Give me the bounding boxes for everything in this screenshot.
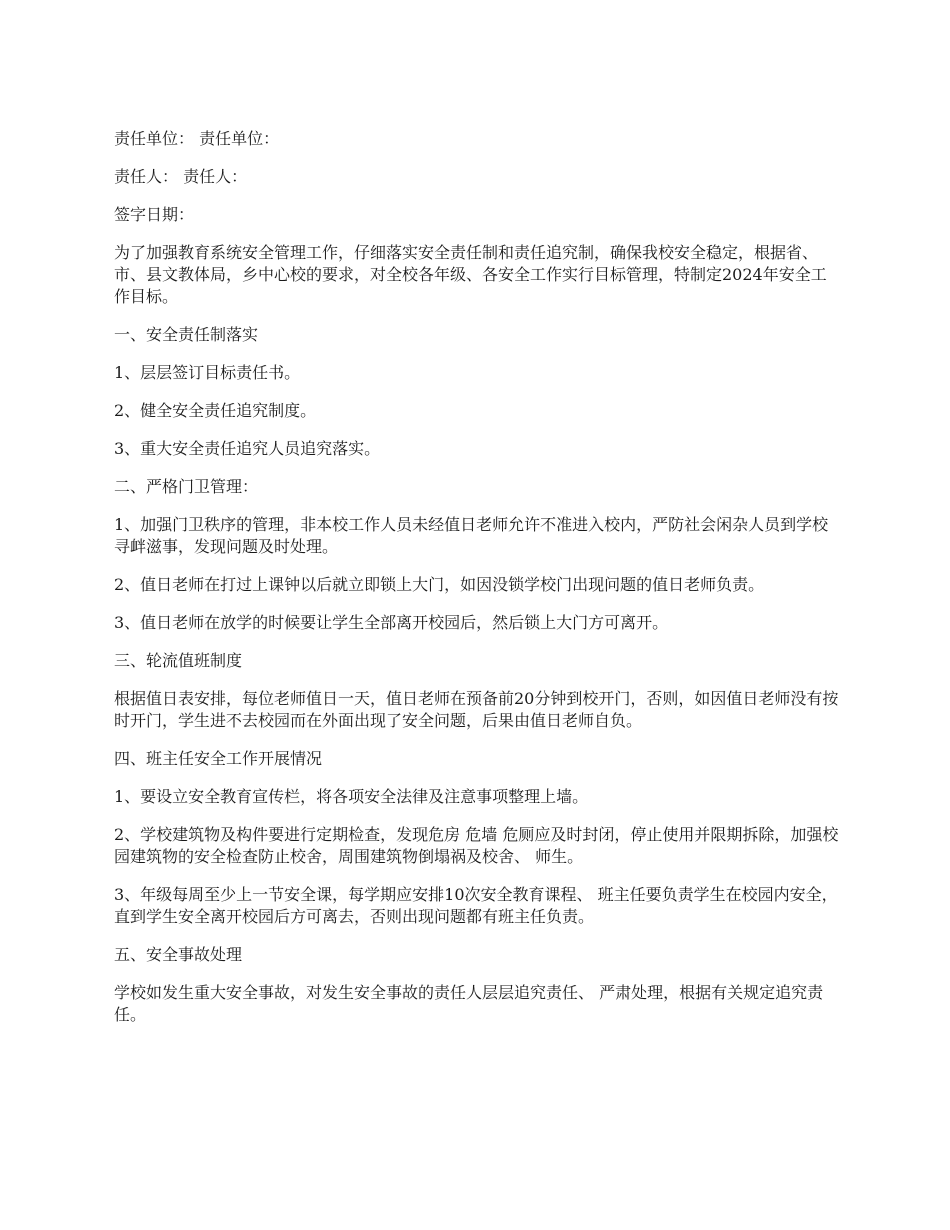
section-2-item-3: 3、值日老师在放学的时候要让学生全部离开校园后，然后锁上大门方可离开。: [114, 613, 669, 632]
section-heading-2: 二、严格门卫管理：: [114, 477, 259, 496]
section-4-item-1: 1、要设立安全教育宣传栏，将各项安全法律及注意事项整理上墙。: [114, 787, 589, 806]
section-heading-4: 四、班主任安全工作开展情况: [114, 749, 323, 768]
section-5-paragraph: 学校如发生重大安全事故，对发生安全事故的责任人层层追究责任、 严肃处理，根据有关规定追究责任。: [114, 983, 824, 1024]
responsible-person-line: 责任人： 责任人：: [114, 167, 248, 186]
section-2-item-1: 1、加强门卫秩序的管理，非本校工作人员未经值日老师允许不准进入校内，严防社会闲杂人员到学校寻衅滋事，发现问题及时处理。: [114, 515, 829, 556]
responsible-unit-line: 责任单位： 责任单位：: [114, 129, 280, 148]
section-heading-5: 五、安全事故处理: [114, 945, 243, 964]
signature-date-line: 签字日期：: [114, 205, 195, 224]
section-2-item-2: 2、值日老师在打过上课钟以后就立即锁上大门，如因没锁学校门出现问题的值日老师负责。: [114, 575, 765, 594]
section-heading-1: 一、安全责任制落实: [114, 325, 259, 344]
section-1-item-1: 1、层层签订目标责任书。: [114, 363, 301, 382]
section-3-paragraph: 根据值日表安排，每位老师值日一天，值日老师在预备前20分钟到校开门，否则，如因值日老师没有按时开门，学生进不去校园而在外面出现了安全问题，后果由值日老师自负。: [114, 689, 839, 730]
section-heading-3: 三、轮流值班制度: [114, 651, 243, 670]
intro-paragraph: 为了加强教育系统安全管理工作，仔细落实安全责任制和责任追究制，确保我校安全稳定，根据省、市、县文教体局，乡中心校的要求，对全校各年级、各安全工作实行目标管理，特制定2024年安全工作目标。: [114, 243, 827, 306]
section-1-item-3: 3、重大安全责任追究人员追究落实。: [114, 439, 381, 458]
section-4-item-3: 3、年级每周至少上一节安全课，每学期应安排10次安全教育课程、 班主任要负责学生在校园内安全，直到学生安全离开校园后方可离去，否则出现问题都有班主任负责。: [114, 885, 838, 926]
section-4-item-2: 2、学校建筑物及构件要进行定期检查，发现危房 危墙 危厕应及时封闭，停止使用并限期拆除，加强校园建筑物的安全检查防止校舍，周围建筑物倒塌祸及校舍、 师生。: [114, 825, 839, 866]
section-1-item-2: 2、健全安全责任追究制度。: [114, 401, 317, 420]
